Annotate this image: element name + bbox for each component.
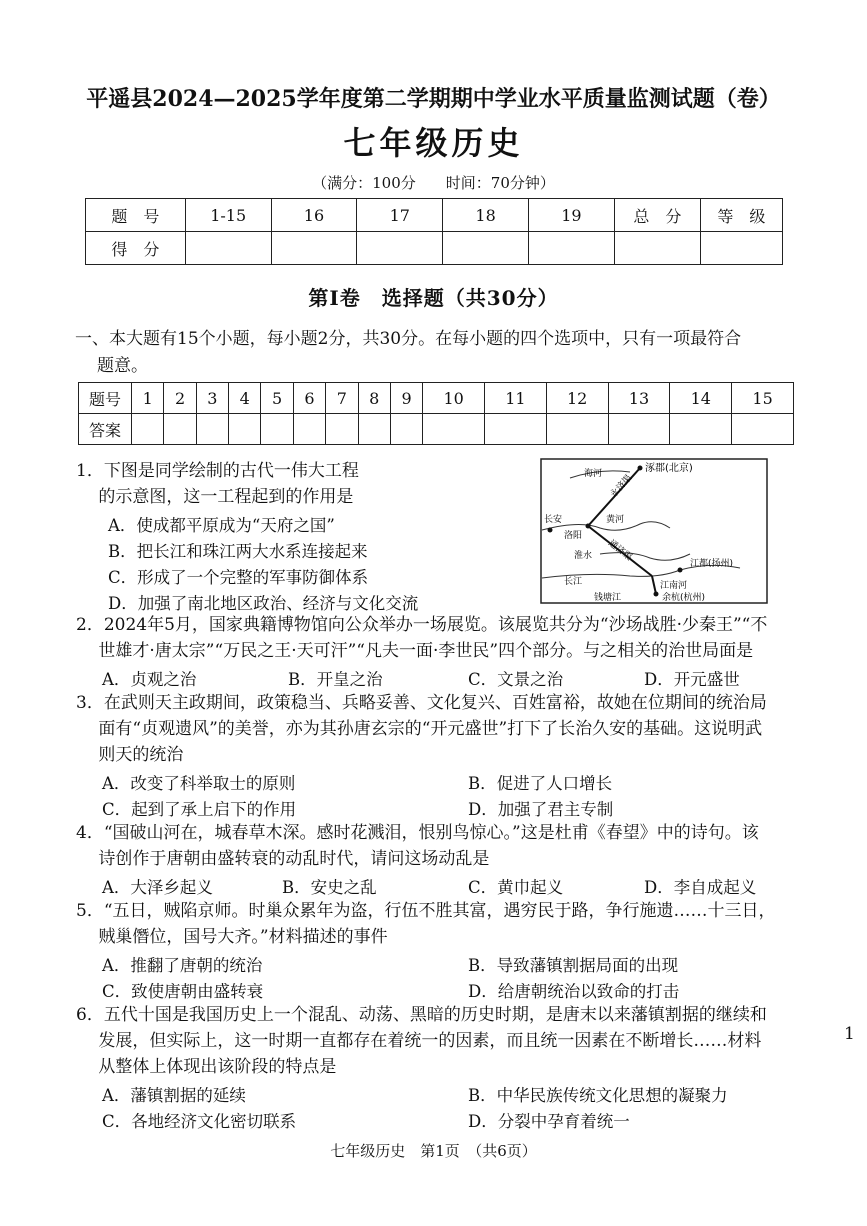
score-header-cell: 18: [443, 199, 529, 232]
answer-cell[interactable]: [229, 414, 261, 445]
answer-cell[interactable]: [670, 414, 732, 445]
answer-number: 8: [358, 383, 390, 414]
answer-number: 10: [423, 383, 485, 414]
map-label-huanghe: 黄河: [606, 515, 625, 525]
answer-cell[interactable]: [164, 414, 196, 445]
yuhang-dot: [654, 592, 659, 597]
luoyang-dot: [586, 524, 591, 529]
zhuojun-dot: [638, 466, 643, 471]
question-line: 诗创作于唐朝由盛转衰的动乱时代，请问这场动乱是: [76, 849, 490, 869]
score-cell[interactable]: [443, 232, 529, 265]
answer-number: 5: [261, 383, 293, 414]
instruction-line: 一、本大题有15个小题，每小题2分，共30分。在每小题的四个选项中，只有一项最符合: [75, 329, 742, 349]
map-label-qiantangjiang: 钱塘江: [594, 593, 622, 603]
answer-number: 11: [485, 383, 547, 414]
instruction: [75, 326, 795, 380]
map-label-yongjiqu: 永济渠: [608, 473, 635, 501]
q6-option-c[interactable]: C．各地经济文化密切联系: [102, 1112, 297, 1131]
answer-number: 3: [196, 383, 228, 414]
score-header-cell: 总 分: [614, 199, 700, 232]
score-cell[interactable]: [529, 232, 615, 265]
q2-option-d[interactable]: D．开元盛世: [644, 670, 740, 689]
answer-number: 9: [390, 383, 422, 414]
question-line: 2．2024年5月，国家典籍博物馆向公众举办一场展览。该展览共分为“沙场战胜·少秦王”“不: [76, 615, 768, 635]
page-footer: 七年级历史 第1页 （共6页）: [330, 1142, 537, 1160]
answer-number: 2: [164, 383, 196, 414]
score-cell[interactable]: [271, 232, 357, 265]
answer-cell[interactable]: [132, 414, 164, 445]
answer-number: 13: [608, 383, 670, 414]
map-label-yuhang: 余杭(杭州): [662, 593, 706, 603]
q1-option-d[interactable]: D．加强了南北地区政治、经济与文化交流: [108, 594, 419, 613]
question-5: [76, 898, 794, 950]
question-line: 则天的统治: [76, 745, 184, 765]
question-line: 4．“国破山河在，城春草木深。感时花溅泪，恨别鸟惊心。”这是杜甫《春望》中的诗句。该: [76, 823, 759, 843]
map-label-huaishui: 淮水: [574, 551, 593, 561]
answer-cell[interactable]: [546, 414, 608, 445]
score-header-cell: 16: [271, 199, 357, 232]
score-row-label: 得 分: [86, 232, 186, 265]
instruction-line: 题意。: [97, 356, 148, 376]
q5-option-b[interactable]: B．导致藩镇割据局面的出现: [468, 956, 679, 975]
answer-number: 15: [732, 383, 794, 414]
question-line: 的示意图，这一工程起到的作用是: [76, 487, 354, 507]
q2-option-b[interactable]: B．开皇之治: [288, 670, 383, 689]
answer-cell[interactable]: [423, 414, 485, 445]
question-line: 3．在武则天主政期间，政策稳当、兵略妥善、文化复兴、百姓富裕，故她在位期间的统治局: [76, 693, 767, 713]
answer-number: 6: [293, 383, 325, 414]
exam-title: 平遥县2024—2025学年度第二学期期中学业水平质量监测试题（卷）: [86, 86, 781, 112]
q6-option-a[interactable]: A．藩镇割据的延续: [102, 1086, 246, 1105]
q3-option-c[interactable]: C．起到了承上启下的作用: [102, 800, 297, 819]
huaishui-river: [600, 553, 690, 561]
answer-number: 4: [229, 383, 261, 414]
answer-table: [78, 382, 794, 445]
changan-dot: [548, 528, 553, 533]
answer-cell[interactable]: [261, 414, 293, 445]
question-3: [76, 690, 794, 768]
map-label-haihe: 海河: [584, 469, 603, 479]
answer-row-label: 答案: [79, 414, 132, 445]
answer-row-label: 题号: [79, 383, 132, 414]
question-line: 6．五代十国是我国历史上一个混乱、动荡、黑暗的历史时期，是唐末以来藩镇割据的继续和: [76, 1005, 767, 1025]
score-header-cell: 题 号: [86, 199, 186, 232]
question-2: [76, 612, 794, 664]
question-6: [76, 1002, 794, 1080]
q3-option-b[interactable]: B．促进了人口增长: [468, 774, 613, 793]
section-title: 第Ⅰ卷 选择题（共30分）: [308, 286, 559, 310]
score-cell[interactable]: [614, 232, 700, 265]
score-header-cell: 17: [357, 199, 443, 232]
map-label-jiangdu: 江都(扬州): [690, 559, 734, 569]
q4-option-c[interactable]: C．黄巾起义: [468, 878, 564, 897]
answer-number: 1: [132, 383, 164, 414]
q4-option-a[interactable]: A．大泽乡起义: [102, 878, 213, 897]
answer-number: 7: [326, 383, 358, 414]
q1-option-a[interactable]: A．使成都平原成为“天府之国”: [108, 516, 335, 535]
score-cell[interactable]: [357, 232, 443, 265]
map-label-tongjiqu: 通济渠: [606, 538, 634, 563]
answer-number: 14: [670, 383, 732, 414]
question-line: 5．“五日，贼陷京师。时巢众累年为盗，行伍不胜其富，遇穷民于路，争行施遗……十三日，: [76, 901, 776, 921]
q2-option-a[interactable]: A．贞观之治: [102, 670, 197, 689]
map-label-jiangnanhe: 江南河: [660, 581, 688, 591]
map-label-zhuojun: 涿郡(北京): [645, 463, 693, 474]
q1-option-c[interactable]: C．形成了一个完整的军事防御体系: [108, 568, 369, 587]
q6-option-b[interactable]: B．中华民族传统文化思想的凝聚力: [468, 1086, 728, 1105]
score-cell[interactable]: [700, 232, 782, 265]
question-line: 世雄才·唐太宗”“万民之王·天可汗”“凡夫一面·李世民”四个部分。与之相关的治世局面是: [76, 641, 754, 661]
q1-option-b[interactable]: B．把长江和珠江两大水系连接起来: [108, 542, 368, 561]
answer-cell[interactable]: [358, 414, 390, 445]
answer-cell[interactable]: [326, 414, 358, 445]
jiangdu-dot: [678, 568, 683, 573]
answer-cell[interactable]: [732, 414, 794, 445]
side-mark: 1: [844, 1024, 855, 1044]
question-line: 面有“贞观遗风”的美誉，亦为其孙唐玄宗的“开元盛世”打下了长治久安的基础。这说明武: [76, 719, 763, 739]
question-line: 1．下图是同学绘制的古代一伟大工程: [76, 461, 359, 481]
question-line: 发展，但实际上，这一时期一直都存在着统一的因素，而且统一因素在不断增长……材料: [76, 1031, 762, 1051]
score-header-cell: 等 级: [700, 199, 782, 232]
q5-option-c[interactable]: C．致使唐朝由盛转衰: [102, 982, 264, 1001]
jiangnanhe-canal: [652, 576, 656, 594]
score-table: [85, 198, 783, 265]
exam-meta: （满分：100分 时间：70分钟）: [312, 174, 555, 192]
answer-number: 12: [546, 383, 608, 414]
score-header-cell: 19: [529, 199, 615, 232]
q5-option-a[interactable]: A．推翻了唐朝的统治: [102, 956, 263, 975]
q3-option-d[interactable]: D．加强了君主专制: [468, 800, 614, 819]
map-label-luoyang: 洛阳: [564, 531, 583, 541]
map-label-changjiang: 长江: [564, 577, 583, 587]
answer-cell[interactable]: [485, 414, 547, 445]
exam-subject: 七年级历史: [343, 124, 524, 162]
q3-option-a[interactable]: A．改变了科举取士的原则: [102, 774, 296, 793]
answer-cell[interactable]: [390, 414, 422, 445]
q4-option-d[interactable]: D．李自成起义: [644, 878, 757, 897]
question-4: [76, 820, 794, 872]
score-header-cell: 1-15: [185, 199, 271, 232]
grand-canal-map: [540, 458, 768, 604]
answer-cell[interactable]: [608, 414, 670, 445]
answer-cell[interactable]: [196, 414, 228, 445]
score-cell[interactable]: [185, 232, 271, 265]
q4-option-b[interactable]: B．安史之乱: [282, 878, 377, 897]
map-label-changan: 长安: [544, 515, 563, 525]
answer-cell[interactable]: [293, 414, 325, 445]
q2-option-c[interactable]: C．文景之治: [468, 670, 564, 689]
question-line: 从整体上体现出该阶段的特点是: [76, 1057, 337, 1077]
q6-option-d[interactable]: D．分裂中孕育着统一: [468, 1112, 630, 1131]
q5-option-d[interactable]: D．给唐朝统治以致命的打击: [468, 982, 680, 1001]
question-line: 贼巢僭位，国号大齐。”材料描述的事件: [76, 927, 388, 947]
